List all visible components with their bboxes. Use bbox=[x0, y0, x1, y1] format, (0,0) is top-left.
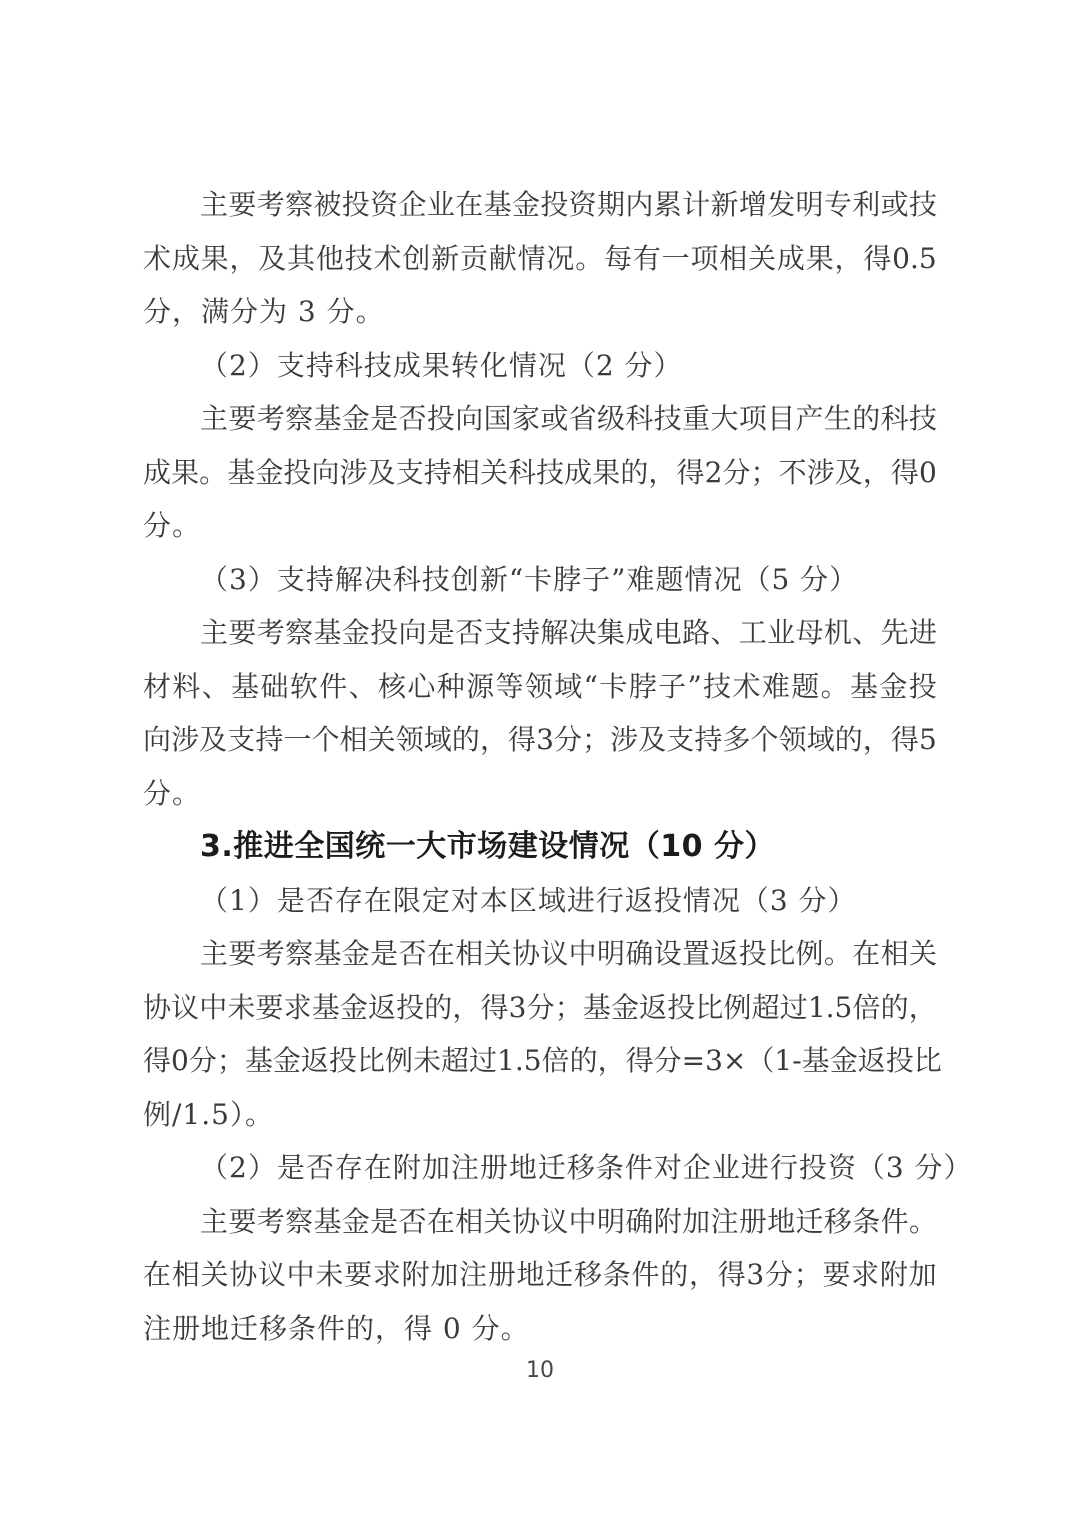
body-line: 主 要 考 察 基 金 投 向 是 否 支 持 解 决 集 成 电 路 、 工 业 母 机 、 先 进 bbox=[200, 616, 937, 649]
section-heading: 3.推进全国统一大市场建设情况（10 分） bbox=[200, 829, 775, 864]
subitem-heading: （3）支持解决科技创新“卡脖子”难题情况（5 分） bbox=[200, 562, 859, 596]
subitem-heading: （1）是否存在限定对本区域进行返投情况（3 分） bbox=[200, 883, 857, 917]
body-line: 得 0 分 ； 基 金 返 投 比 例 未 超 过 1.5 倍 的 ， 得 分 =3× （ 1- 基 金 返 投 比 bbox=[143, 1044, 942, 1077]
body-line: 成 果 。 基 金 投 向 涉 及 支 持 相 关 科 技 成 果 的 ， 得 2 分 ； 不 涉 及 ， 得 0 bbox=[143, 455, 937, 489]
subitem-heading: （2）是否存在附加注册地迁移条件对企业进行投资（3 分） bbox=[200, 1151, 973, 1184]
body-line: 分，满分为 3 分。 bbox=[143, 295, 385, 328]
body-line: 主 要 考 察 基 金 是 否 在 相 关 协 议 中 明 确 附 加 注 册 地 迁 移 条 件 。 bbox=[200, 1204, 937, 1238]
body-line: 例/1.5）。 bbox=[143, 1097, 274, 1131]
body-line: 主 要 考 察 基 金 是 否 在 相 关 协 议 中 明 确 设 置 返 投 比 例 。 在 相 关 bbox=[200, 937, 937, 970]
page-number: 10 bbox=[526, 1358, 554, 1383]
document-body bbox=[143, 178, 973, 1355]
subitem-heading: （2）支持科技成果转化情况（2 分） bbox=[200, 348, 683, 382]
body-line: 主 要 考 察 基 金 是 否 投 向 国 家 或 省 级 科 技 重 大 项 目 产 生 的 科 技 bbox=[200, 402, 937, 435]
body-line: 协 议 中 未 要 求 基 金 返 投 的 ， 得 3 分 ； 基 金 返 投 比 例 超 过 1.5 倍 的 ， bbox=[143, 990, 937, 1024]
body-line: 向 涉 及 支 持 一 个 相 关 领 域 的 ， 得 3 分 ； 涉 及 支 持 多 个 领 域 的 ， 得 5 bbox=[143, 723, 937, 756]
body-line: 分。 bbox=[143, 776, 202, 810]
body-line: 术 成 果 ， 及 其 他 技 术 创 新 贡 献 情 况 。 每 有 一 项 相 关 成 果 ， 得 0.5 bbox=[143, 241, 937, 275]
body-line: 注册地迁移条件的，得 0 分。 bbox=[143, 1311, 530, 1345]
body-line: 在 相 关 协 议 中 未 要 求 附 加 注 册 地 迁 移 条 件 的 ， 得 3 分 ； 要 求 附 加 bbox=[143, 1258, 937, 1291]
body-line: 材 料 、 基 础 软 件 、 核 心 种 源 等 领 域 “ 卡 脖 子 ” 技 术 难 题 。 基 金 投 bbox=[143, 669, 937, 703]
body-line: 主 要 考 察 被 投 资 企 业 在 基 金 投 资 期 内 累 计 新 增 发 明 专 利 或 技 bbox=[200, 188, 937, 221]
body-line: 分。 bbox=[143, 509, 202, 542]
